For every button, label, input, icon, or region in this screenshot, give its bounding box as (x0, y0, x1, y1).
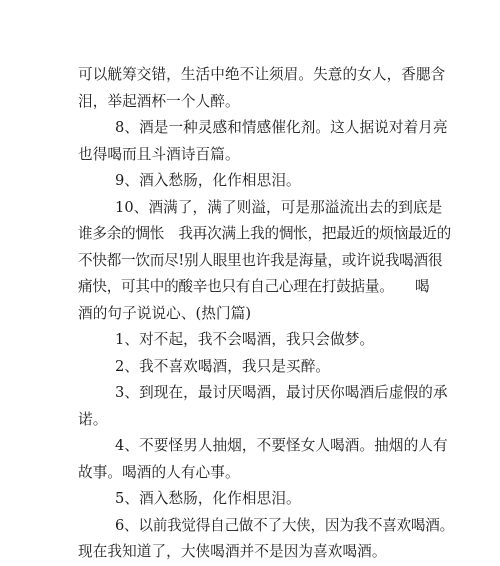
text-line: 痛快，可其中的酸辛也只有自己心理在打鼓掂量。 喝 (78, 278, 430, 295)
text-line-item-4: 4、不要怪男人抽烟，不要怪女人喝酒。抽烟的人有 (115, 437, 448, 454)
text-line: 故事。喝酒的人有心事。 (78, 463, 240, 481)
text-line-item-3: 3、到现在，最讨厌喝酒，最讨厌你喝酒后虚假的承 (115, 384, 448, 401)
text-line: 现在我知道了，大侠喝酒并不是因为喜欢喝酒。 (78, 543, 387, 560)
text-line-item-9: 9、酒入愁肠，化作相思泪。 (115, 172, 301, 189)
text-line: 泪，举起酒杯一个人醉。 (78, 92, 240, 110)
text-line: 不快都一饮而尽!别人眼里也许我是海量，或许说我喝酒很 (78, 251, 443, 269)
text-line-item-1: 1、对不起，我不会喝酒，我只会做梦。 (115, 331, 375, 348)
section-heading: 酒的句子说说心、(热门篇) (78, 304, 252, 322)
text-line-item-10: 10、酒满了，满了则溢，可是那溢流出去的到底是 (115, 198, 443, 216)
text-line-item-6: 6、以前我觉得自己做不了大侠，因为我不喜欢喝酒。 (115, 516, 454, 534)
text-line: 谁多余的惆怅 我再次满上我的惆怅，把最近的烦恼最近的 (78, 225, 451, 242)
text-line: 可以觥筹交错，生活中绝不让须眉。失意的女人，香腮含 (78, 66, 446, 83)
text-line: 诺。 (78, 410, 108, 428)
text-line-item-2: 2、我不喜欢喝酒，我只是买醉。 (115, 357, 331, 375)
text-line: 也得喝而且斗酒诗百篇。 (78, 145, 240, 163)
text-line-item-5: 5、酒入愁肠，化作相思泪。 (115, 490, 301, 507)
text-line-item-8: 8、酒是一种灵感和情感催化剂。这人据说对着月亮 (115, 119, 448, 136)
document-text (78, 62, 454, 566)
